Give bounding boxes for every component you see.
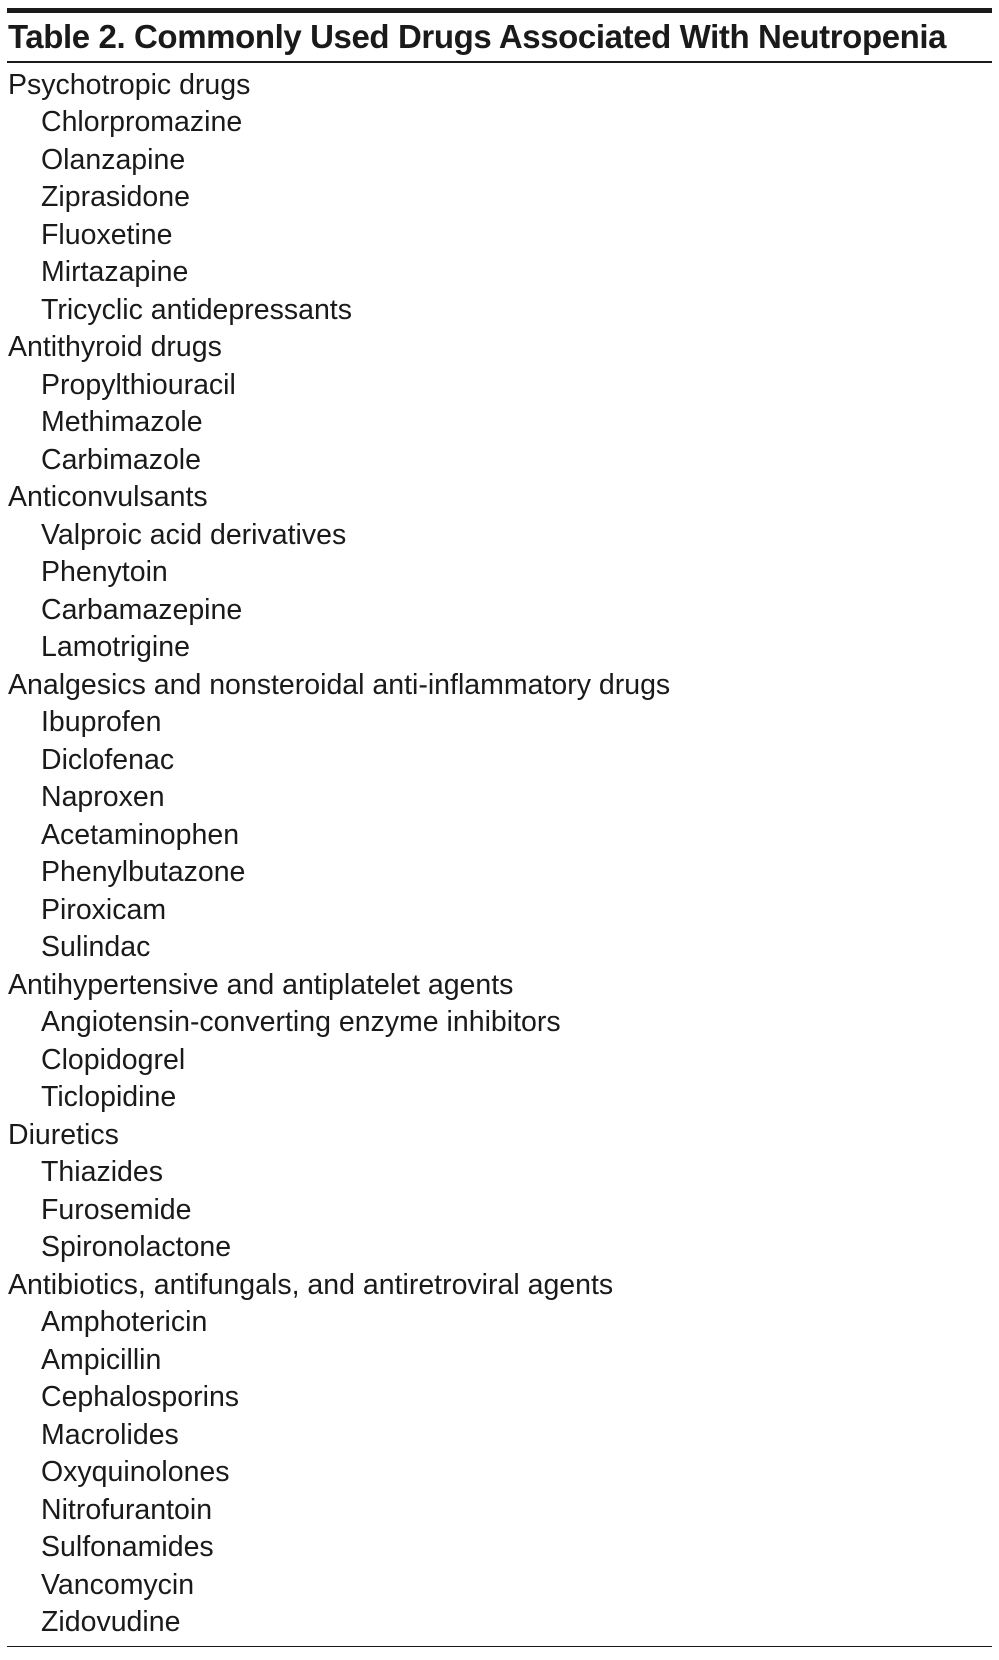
drug-row: Amphotericin [41, 1306, 208, 1338]
category-row: Anticonvulsants [8, 481, 208, 513]
drug-row: Thiazides [41, 1156, 163, 1188]
category-row: Antithyroid drugs [8, 331, 222, 363]
drug-row: Chlorpromazine [41, 106, 243, 138]
table-title: Table 2. Commonly Used Drugs Associated With Neutropenia [8, 18, 947, 55]
drug-row: Cephalosporins [41, 1381, 240, 1413]
drug-row: Ticlopidine [41, 1081, 177, 1113]
drug-row: Furosemide [41, 1193, 192, 1226]
drug-row: Angiotensin-converting enzyme inhibitors [41, 1006, 561, 1038]
drug-row: Nitrofurantoin [41, 1493, 213, 1526]
category-row: Antibiotics, antifungals, and antiretroviral agents [8, 1268, 614, 1301]
drug-row: Vancomycin [41, 1568, 195, 1601]
drug-row: Spironolactone [41, 1231, 232, 1263]
drug-row: Mirtazapine [41, 256, 189, 288]
drug-row: Zidovudine [41, 1606, 181, 1638]
drug-row: Lamotrigine [41, 631, 190, 663]
drug-row: Methimazole [41, 406, 203, 438]
category-row: Psychotropic drugs [8, 68, 251, 101]
drug-row: Ziprasidone [41, 181, 190, 213]
drug-row: Carbimazole [41, 443, 201, 476]
drug-row: Piroxicam [41, 893, 167, 926]
drug-row: Olanzapine [41, 143, 186, 176]
drug-row: Fluoxetine [41, 218, 173, 251]
bottom-rule [7, 1646, 992, 1648]
drug-row: Tricyclic antidepressants [41, 293, 352, 326]
category-row: Antihypertensive and antiplatelet agents [8, 968, 514, 1001]
drug-row: Naproxen [41, 781, 165, 813]
drug-row: Propylthiouracil [41, 368, 236, 401]
drug-row: Oxyquinolones [41, 1456, 230, 1488]
drug-row: Valproic acid derivatives [41, 518, 347, 551]
drug-row: Phenytoin [41, 556, 168, 588]
drug-table [7, 8, 992, 1647]
drug-row: Clopidogrel [41, 1043, 186, 1076]
drug-row: Macrolides [41, 1418, 179, 1451]
drug-row: Diclofenac [41, 743, 175, 776]
drug-row: Ampicillin [41, 1343, 162, 1376]
table-body [7, 63, 992, 1642]
drug-row: Phenylbutazone [41, 856, 246, 888]
drug-row: Sulindac [41, 931, 151, 963]
drug-row: Carbamazepine [41, 593, 243, 626]
drug-row: Acetaminophen [41, 818, 240, 851]
drug-row: Sulfonamides [41, 1531, 214, 1563]
category-row: Analgesics and nonsteroidal anti-inflammatory drugs [8, 668, 671, 701]
category-row: Diuretics [8, 1118, 119, 1151]
drug-row: Ibuprofen [41, 706, 162, 738]
